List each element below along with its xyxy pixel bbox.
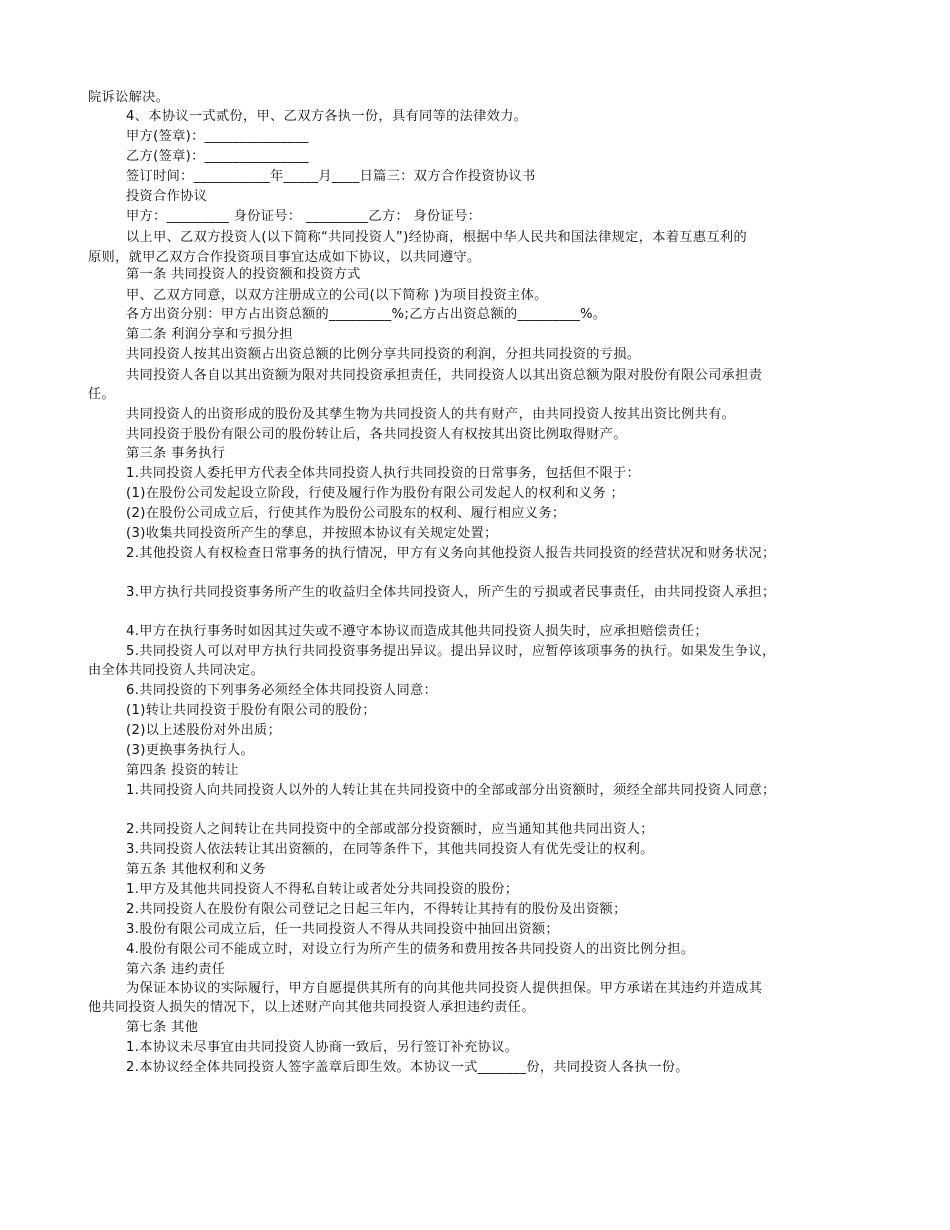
- text-line: 甲方：_________ 身份证号： _________乙方： 身份证号：: [126, 209, 482, 224]
- text-line: 1.共同投资人委托甲方代表全体共同投资人执行共同投资的日常事务，包括但不限于：: [126, 466, 641, 481]
- text-line: 2.共同投资人在股份有限公司登记之日起三年内，不得转让其持有的股份及出资额；: [126, 902, 627, 917]
- text-line: 院诉讼解决。: [88, 90, 170, 105]
- text-line: 甲、乙双方同意，以双方注册成立的公司(以下简称 )为项目投资主体。: [126, 288, 548, 303]
- text-line: 4.股份有限公司不能成立时，对设立行为所产生的债务和费用按各共同投资人的出资比例分担。: [126, 942, 695, 957]
- text-line: 共同投资人按其出资额占出资总额的比例分享共同投资的利润，分担共同投资的亏损。: [126, 347, 641, 362]
- text-line: (3)更换事务执行人。: [126, 743, 255, 758]
- text-line: 3.共同投资人依法转让其出资额的，在同等条件下，其他共同投资人有优先受让的权利。: [126, 842, 654, 857]
- text-line: (1)转让共同投资于股份有限公司的股份；: [126, 703, 376, 718]
- text-line: 为保证本协议的实际履行，甲方自愿提供其所有的向其他共同投资人提供担保。甲方承诺在其违约并造成其: [126, 981, 763, 996]
- text-line: 2.其他投资人有权检查日常事务的执行情况，甲方有义务向其他投资人报告共同投资的经营状况和财务状况；: [126, 546, 776, 561]
- text-line: 以上甲、乙双方投资人(以下简称“共同投资人”)经协商，根据中华人民共和国法律规定，本着互惠互利的: [126, 230, 747, 245]
- text-line: 投资合作协议: [126, 189, 208, 204]
- section-heading: 第三条 事务执行: [126, 446, 226, 461]
- text-line: 1.本协议未尽事宜由共同投资人协商一致后，另行签订补充协议。: [126, 1040, 519, 1055]
- text-line: 签订时间：___________年_____月____日篇三：双方合作投资协议书: [126, 169, 536, 184]
- text-line: 1.共同投资人向共同投资人以外的人转让其在共同投资中的全部或部分出资额时，须经全部共同投资人同意；: [126, 783, 776, 798]
- section-heading: 第六条 违约责任: [126, 962, 226, 977]
- text-line: 3.股份有限公司成立后，任一共同投资人不得从共同投资中抽回出资额；: [126, 922, 559, 937]
- section-heading: 第五条 其他权利和义务: [126, 862, 266, 877]
- section-heading: 第七条 其他: [126, 1020, 199, 1035]
- text-line: 1.甲方及其他共同投资人不得私自转让或者处分共同投资的股份；: [126, 882, 519, 897]
- text-line: 2.本协议经全体共同投资人签字盖章后即生效。本协议一式_______份，共同投资人各执一份。: [126, 1060, 689, 1075]
- text-line: 共同投资人的出资形成的股份及其孳生物为共同投资人的共有财产，由共同投资人按其出资比例共有。: [126, 407, 736, 422]
- text-line: (2)在股份公司成立后，行使其作为股份公司股东的权利、履行相应义务；: [126, 506, 566, 521]
- text-line: 4.甲方在执行事务时如因其过失或不遵守本协议而造成其他共同投资人损失时，应承担赔偿责任；: [126, 624, 708, 639]
- text-line: 甲方(签章)：_______________: [126, 129, 309, 144]
- text-line: 共同投资于股份有限公司的股份转让后，各共同投资人有权按其出资比例取得财产。: [126, 427, 627, 442]
- text-line: 4、本协议一式贰份，甲、乙双方各执一份，具有同等的法律效力。: [126, 109, 528, 124]
- text-line: 任。: [88, 387, 116, 402]
- text-line: (3)收集共同投资所产生的孳息，并按照本协议有关规定处置；: [126, 526, 498, 541]
- text-line: (2)以上述股份对外出质；: [126, 723, 282, 738]
- text-line: 2.共同投资人之间转让在共同投资中的全部或部分投资额时，应当通知其他共同出资人；: [126, 822, 654, 837]
- text-line: 他共同投资人损失的情况下，以上述财产向其他共同投资人承担违约责任。: [88, 1000, 535, 1015]
- text-line: 6.共同投资的下列事务必须经全体共同投资人同意：: [126, 683, 438, 698]
- section-heading: 第二条 利润分享和亏损分担: [126, 327, 293, 342]
- text-line: 3.甲方执行共同投资事务所产生的收益归全体共同投资人，所产生的亏损或者民事责任，由共同投资人承担；: [126, 585, 776, 600]
- text-line: 共同投资人各自以其出资额为限对共同投资承担责任，共同投资人以其出资总额为限对股份有限公司承担责: [126, 368, 763, 383]
- text-line: 原则，就甲乙双方合作投资项目事宜达成如下协议，以共同遵守。: [88, 250, 481, 265]
- section-heading: 第四条 投资的转让: [126, 763, 239, 778]
- section-heading: 第一条 共同投资人的投资额和投资方式: [126, 267, 361, 282]
- text-line: 各方出资分别：甲方占出资总额的_________%;乙方占出资总额的_________%。: [126, 307, 607, 322]
- text-line: 乙方(签章)：_______________: [126, 149, 309, 164]
- text-line: (1)在股份公司发起设立阶段，行使及履行作为股份有限公司发起人的权利和义务 ；: [126, 486, 625, 501]
- text-line: 5.共同投资人可以对甲方执行共同投资事务提出异议。提出异议时，应暂停该项事务的执行。如果发生争议，: [126, 644, 776, 659]
- text-line: 由全体共同投资人共同决定。: [88, 663, 264, 678]
